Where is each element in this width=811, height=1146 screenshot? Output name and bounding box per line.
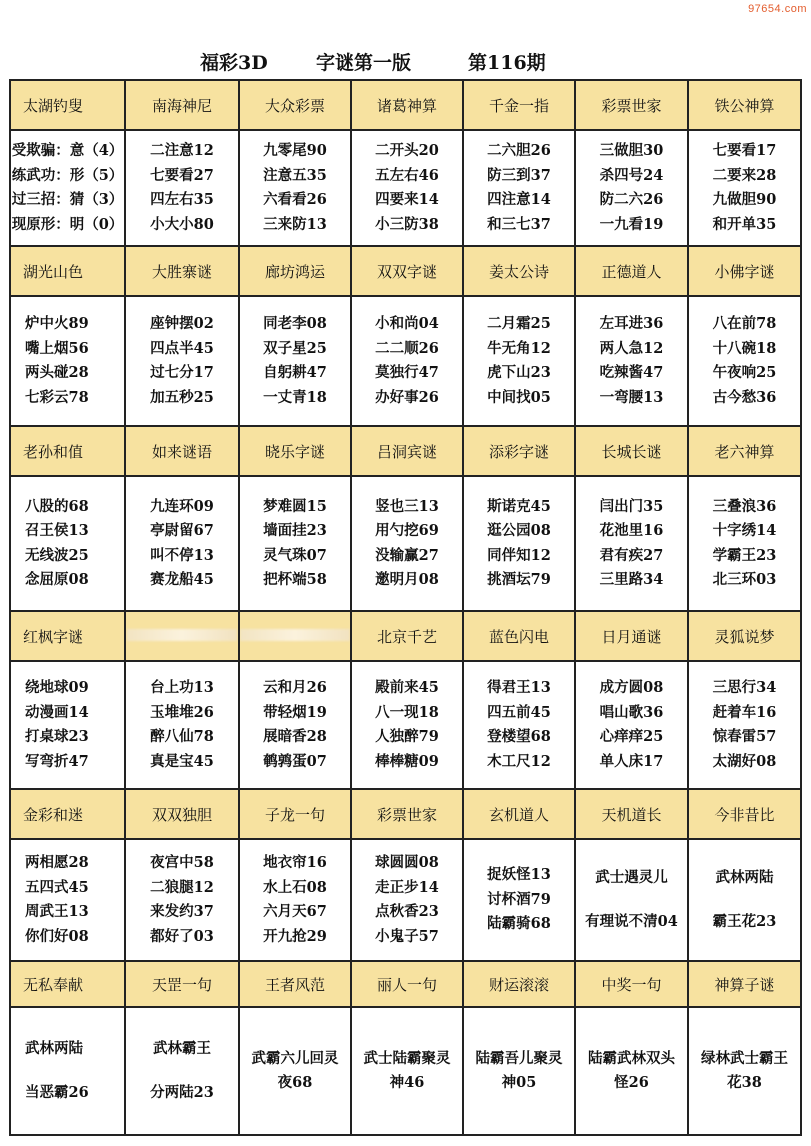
riddle-line: 绕地球09 bbox=[25, 679, 89, 696]
riddle-table bbox=[9, 79, 802, 1136]
source-name-cell: 财运滚滚 bbox=[463, 961, 575, 1007]
riddle-line: 小和尚04 bbox=[375, 315, 439, 332]
source-name-cell: 吕洞宾谜 bbox=[351, 426, 463, 476]
riddle-line: 捉妖怪13 bbox=[487, 866, 551, 884]
riddle-line: 墙面挂23 bbox=[263, 522, 327, 539]
riddle-line: 闫出门35 bbox=[599, 497, 664, 515]
riddle-cell bbox=[688, 296, 801, 426]
riddle-line: 午夜响25 bbox=[712, 364, 777, 381]
riddle-cell bbox=[10, 661, 125, 789]
riddle-line: 当恶霸26 bbox=[25, 1084, 89, 1101]
riddle-line: 得君王13 bbox=[487, 679, 551, 696]
riddle-line: 武霸六儿回灵 bbox=[251, 1049, 339, 1067]
riddle-cell bbox=[125, 476, 239, 611]
riddle-line: 神46 bbox=[389, 1074, 425, 1091]
riddle-cell bbox=[575, 296, 688, 426]
riddle-line: 神05 bbox=[501, 1074, 537, 1091]
riddle-line: 召王侯13 bbox=[25, 522, 89, 539]
header-row bbox=[10, 611, 801, 661]
source-name-cell: 老六神算 bbox=[688, 426, 801, 476]
riddle-cell bbox=[239, 476, 351, 611]
riddle-line: 叫不停13 bbox=[150, 546, 214, 564]
riddle-cell bbox=[575, 839, 688, 961]
riddle-line: 五四式45 bbox=[25, 878, 89, 896]
riddle-line: 赶着车16 bbox=[712, 703, 777, 721]
riddle-line: 带轻烟19 bbox=[263, 703, 327, 721]
riddle-line: 防二六26 bbox=[599, 191, 664, 208]
watermark: 97654.com bbox=[748, 3, 807, 15]
riddle-line: 斯诺克45 bbox=[487, 497, 551, 515]
source-name-cell: 正德道人 bbox=[575, 246, 688, 296]
riddle-cell bbox=[688, 839, 801, 961]
riddle-line: 都好了03 bbox=[150, 927, 214, 945]
riddle-line: 三叠浪36 bbox=[712, 497, 777, 515]
obscured-label bbox=[240, 629, 350, 641]
riddle-line: 醉八仙78 bbox=[150, 728, 214, 745]
riddle-cell bbox=[239, 661, 351, 789]
riddle-line: 同伴知12 bbox=[487, 546, 551, 564]
header-row bbox=[10, 246, 801, 296]
riddle-cell bbox=[463, 839, 575, 961]
riddle-line: 二二顺26 bbox=[375, 339, 439, 357]
riddle-line: 莫独行47 bbox=[375, 364, 439, 381]
riddle-cell bbox=[10, 839, 125, 961]
riddle-line: 学霸王23 bbox=[712, 546, 777, 564]
source-name-cell: 廊坊鸿运 bbox=[239, 246, 351, 296]
riddle-line: 七彩云78 bbox=[25, 388, 89, 406]
riddle-line: 中间找05 bbox=[487, 388, 551, 406]
riddle-line: 球圆圆08 bbox=[375, 854, 439, 871]
riddle-line: 八一现18 bbox=[375, 703, 439, 721]
riddle-line: 五左右46 bbox=[375, 166, 439, 184]
obscured-label bbox=[127, 629, 237, 641]
riddle-cell bbox=[463, 296, 575, 426]
riddle-line: 梦难圆15 bbox=[263, 497, 327, 515]
source-name-cell: 长城长谜 bbox=[575, 426, 688, 476]
riddle-line: 左耳进36 bbox=[599, 315, 664, 332]
riddle-line: 九连环09 bbox=[150, 497, 214, 515]
riddle-line: 殿前来45 bbox=[375, 679, 439, 696]
riddle-line: 两相愿28 bbox=[25, 854, 89, 871]
riddle-line: 唱山歌36 bbox=[599, 703, 664, 721]
source-name-cell: 姜太公诗 bbox=[463, 246, 575, 296]
riddle-line: 六月天67 bbox=[263, 903, 327, 920]
riddle-line: 小三防38 bbox=[375, 215, 439, 233]
source-name-cell: 王者风范 bbox=[239, 961, 351, 1007]
riddle-line: 君有疾27 bbox=[599, 546, 664, 564]
source-name-cell: 神算子谜 bbox=[688, 961, 801, 1007]
source-name-cell: 如来谜语 bbox=[125, 426, 239, 476]
riddle-cell bbox=[351, 476, 463, 611]
source-name-cell: 蓝色闪电 bbox=[463, 611, 575, 661]
riddle-cell bbox=[125, 130, 239, 246]
riddle-row bbox=[10, 476, 801, 611]
riddle-line: 同老李08 bbox=[263, 315, 327, 332]
riddle-row bbox=[10, 296, 801, 426]
riddle-line: 成方圆08 bbox=[599, 679, 664, 696]
source-name-cell: 太湖钓叟 bbox=[10, 80, 125, 130]
source-name-cell: 湖光山色 bbox=[10, 246, 125, 296]
riddle-cell bbox=[239, 130, 351, 246]
riddle-line: 双子星25 bbox=[263, 339, 327, 357]
riddle-line: 人独醉79 bbox=[375, 728, 439, 745]
riddle-cell bbox=[351, 661, 463, 789]
riddle-line: 有理说不清04 bbox=[585, 913, 678, 930]
riddle-line: 夜宫中58 bbox=[150, 854, 214, 871]
riddle-line: 单人床17 bbox=[599, 752, 664, 770]
riddle-line: 没输赢27 bbox=[375, 546, 439, 564]
riddle-line: 九零尾90 bbox=[263, 142, 327, 159]
source-name-cell: 铁公神算 bbox=[688, 80, 801, 130]
legend-line: 受欺骗：意（4） bbox=[11, 142, 124, 159]
riddle-line: 挑酒坛79 bbox=[487, 571, 551, 588]
title-subtitle: 字谜第一版 bbox=[316, 52, 412, 74]
source-name-cell: 天罡一句 bbox=[125, 961, 239, 1007]
riddle-line: 邀明月08 bbox=[375, 571, 439, 588]
riddle-line: 二狼腿12 bbox=[150, 878, 214, 896]
riddle-line: 三思行34 bbox=[712, 679, 777, 696]
riddle-line: 武林霸王 bbox=[153, 1039, 211, 1057]
riddle-line: 动漫画14 bbox=[25, 703, 89, 721]
title-brand: 福彩3D bbox=[200, 52, 268, 74]
header-row bbox=[10, 961, 801, 1007]
riddle-cell bbox=[351, 839, 463, 961]
riddle-line: 二注意12 bbox=[150, 142, 214, 159]
source-name-cell: 今非昔比 bbox=[688, 789, 801, 839]
riddle-row bbox=[10, 1007, 801, 1135]
riddle-cell bbox=[239, 839, 351, 961]
riddle-cell bbox=[10, 476, 125, 611]
riddle-line: 虎下山23 bbox=[487, 364, 551, 381]
riddle-line: 炉中火89 bbox=[25, 315, 89, 332]
riddle-line: 真是宝45 bbox=[150, 752, 214, 770]
riddle-line: 两人急12 bbox=[599, 339, 664, 357]
riddle-line: 点秋香23 bbox=[375, 903, 439, 920]
riddle-line: 夜68 bbox=[277, 1074, 313, 1091]
riddle-row bbox=[10, 130, 801, 246]
riddle-line: 赛龙船45 bbox=[150, 571, 214, 588]
riddle-line: 两头碰28 bbox=[25, 364, 89, 381]
riddle-line: 用勺挖69 bbox=[375, 522, 439, 539]
riddle-line: 一弯腰13 bbox=[599, 388, 664, 406]
riddle-line: 三里路34 bbox=[599, 571, 664, 588]
riddle-cell bbox=[688, 130, 801, 246]
riddle-line: 四五前45 bbox=[487, 703, 551, 721]
source-name-cell: 彩票世家 bbox=[575, 80, 688, 130]
riddle-line: 二要来28 bbox=[712, 166, 777, 184]
riddle-cell bbox=[10, 1007, 125, 1135]
riddle-line: 二六胆26 bbox=[487, 142, 551, 159]
riddle-line: 竖也三13 bbox=[375, 497, 439, 515]
source-name-cell: 彩票世家 bbox=[351, 789, 463, 839]
source-name-cell: 晓乐字谜 bbox=[239, 426, 351, 476]
riddle-line: 自躬耕47 bbox=[263, 364, 327, 381]
riddle-line: 北三环03 bbox=[712, 571, 777, 588]
riddle-line: 和开单35 bbox=[712, 215, 777, 233]
riddle-line: 六看看26 bbox=[263, 191, 327, 208]
riddle-line: 霸王花23 bbox=[712, 913, 777, 930]
source-name-cell: 中奖一句 bbox=[575, 961, 688, 1007]
riddle-line: 写弯折47 bbox=[25, 752, 89, 770]
riddle-line: 台上功13 bbox=[150, 679, 214, 696]
riddle-line: 绿林武士霸王 bbox=[701, 1049, 788, 1067]
source-name-cell: 红枫字谜 bbox=[10, 611, 125, 661]
riddle-line: 三来防13 bbox=[263, 215, 327, 233]
riddle-line: 和三七37 bbox=[487, 215, 551, 233]
riddle-line: 灵气珠07 bbox=[263, 546, 327, 564]
source-name-cell: 南海神尼 bbox=[125, 80, 239, 130]
riddle-line: 讨杯酒79 bbox=[487, 890, 551, 908]
riddle-cell bbox=[10, 296, 125, 426]
riddle-line: 杀四号24 bbox=[599, 166, 664, 184]
source-name-cell: 小佛字谜 bbox=[688, 246, 801, 296]
riddle-cell bbox=[125, 296, 239, 426]
riddle-cell bbox=[688, 476, 801, 611]
riddle-line: 十八碗18 bbox=[712, 339, 777, 357]
source-name-cell: 添彩字谜 bbox=[463, 426, 575, 476]
riddle-line: 陆霸吾儿聚灵 bbox=[475, 1049, 563, 1067]
header-row bbox=[10, 80, 801, 130]
riddle-line: 九做胆90 bbox=[712, 191, 777, 208]
riddle-line: 二月霜25 bbox=[487, 315, 551, 332]
riddle-line: 武林两陆 bbox=[715, 868, 774, 886]
riddle-cell bbox=[351, 296, 463, 426]
riddle-line: 四要来14 bbox=[375, 191, 439, 208]
source-name-cell: 玄机道人 bbox=[463, 789, 575, 839]
riddle-line: 来发约37 bbox=[150, 903, 214, 920]
header-row bbox=[10, 426, 801, 476]
riddle-cell bbox=[239, 1007, 351, 1135]
source-name-cell: 丽人一句 bbox=[351, 961, 463, 1007]
riddle-line: 防三到37 bbox=[487, 166, 551, 184]
riddle-line: 四点半45 bbox=[150, 339, 214, 357]
riddle-line: 鹌鹑蛋07 bbox=[263, 752, 327, 770]
riddle-cell bbox=[688, 661, 801, 789]
riddle-cell bbox=[239, 296, 351, 426]
riddle-cell bbox=[125, 839, 239, 961]
riddle-line: 一九看19 bbox=[599, 215, 664, 233]
riddle-line: 嘴上烟56 bbox=[25, 339, 89, 357]
source-name-cell: 双双字谜 bbox=[351, 246, 463, 296]
riddle-line: 吃辣酱47 bbox=[599, 364, 664, 381]
source-name-cell: 日月通谜 bbox=[575, 611, 688, 661]
legend-cell bbox=[10, 130, 125, 246]
riddle-line: 逛公园08 bbox=[487, 522, 551, 539]
riddle-line: 座钟摆02 bbox=[150, 315, 214, 332]
source-name-cell: 天机道长 bbox=[575, 789, 688, 839]
riddle-line: 加五秒25 bbox=[150, 388, 214, 406]
riddle-line: 办好事26 bbox=[375, 388, 439, 406]
riddle-line: 开九抢29 bbox=[263, 927, 327, 945]
header-row bbox=[10, 789, 801, 839]
riddle-line: 注意五35 bbox=[263, 166, 327, 184]
riddle-line: 花38 bbox=[727, 1074, 762, 1091]
riddle-line: 棒棒糖09 bbox=[375, 752, 439, 770]
riddle-cell bbox=[351, 130, 463, 246]
riddle-line: 地衣帘16 bbox=[263, 854, 327, 871]
riddle-cell bbox=[575, 1007, 688, 1135]
page-title bbox=[0, 42, 811, 76]
source-name-cell: 千金一指 bbox=[463, 80, 575, 130]
source-name-cell bbox=[125, 611, 239, 661]
riddle-line: 太湖好08 bbox=[712, 752, 777, 770]
riddle-line: 三做胆30 bbox=[599, 142, 664, 159]
riddle-line: 花池里16 bbox=[599, 522, 664, 539]
riddle-cell bbox=[575, 661, 688, 789]
riddle-line: 古今愁36 bbox=[712, 388, 777, 406]
legend-line: 过三招：猜（3） bbox=[11, 191, 124, 208]
riddle-line: 七要看17 bbox=[712, 142, 777, 159]
riddle-cell bbox=[351, 1007, 463, 1135]
riddle-cell bbox=[125, 1007, 239, 1135]
riddle-line: 武士遇灵儿 bbox=[595, 868, 668, 886]
riddle-line: 念屈原08 bbox=[25, 571, 89, 588]
source-name-cell: 无私奉献 bbox=[10, 961, 125, 1007]
riddle-line: 牛无角12 bbox=[487, 339, 551, 357]
source-name-cell: 双双独胆 bbox=[125, 789, 239, 839]
riddle-line: 四左右35 bbox=[150, 191, 214, 208]
riddle-line: 四注意14 bbox=[487, 191, 551, 208]
riddle-line: 十字绣14 bbox=[712, 522, 777, 539]
riddle-row bbox=[10, 839, 801, 961]
riddle-line: 怪26 bbox=[614, 1074, 649, 1091]
riddle-line: 陆霸武林双头 bbox=[588, 1049, 675, 1067]
riddle-line: 武士陆霸聚灵 bbox=[363, 1049, 451, 1067]
riddle-line: 登楼望68 bbox=[487, 728, 551, 745]
riddle-line: 武林两陆 bbox=[25, 1039, 83, 1057]
riddle-line: 过七分17 bbox=[150, 364, 214, 381]
riddle-line: 玉堆堆26 bbox=[150, 703, 214, 721]
riddle-cell bbox=[575, 476, 688, 611]
riddle-line: 把杯端58 bbox=[263, 571, 327, 588]
riddle-line: 小大小80 bbox=[150, 215, 214, 233]
legend-line: 现原形：明（0） bbox=[11, 215, 124, 233]
riddle-line: 你们好08 bbox=[25, 927, 89, 945]
riddle-line: 陆霸骑68 bbox=[487, 915, 551, 933]
legend-line: 练武功：形（5） bbox=[11, 166, 124, 184]
source-name-cell: 子龙一句 bbox=[239, 789, 351, 839]
source-name-cell: 北京千艺 bbox=[351, 611, 463, 661]
riddle-cell bbox=[463, 130, 575, 246]
riddle-cell bbox=[463, 661, 575, 789]
title-issue: 第116期 bbox=[468, 52, 546, 74]
riddle-line: 打桌球23 bbox=[25, 728, 89, 745]
riddle-line: 二开头20 bbox=[375, 142, 439, 159]
riddle-line: 无线波25 bbox=[25, 546, 89, 564]
riddle-cell bbox=[463, 476, 575, 611]
riddle-line: 亭尉留67 bbox=[150, 522, 214, 539]
riddle-line: 惊春雷57 bbox=[712, 728, 777, 745]
source-name-cell: 灵狐说梦 bbox=[688, 611, 801, 661]
riddle-line: 水上石08 bbox=[263, 878, 327, 896]
riddle-line: 心痒痒25 bbox=[599, 728, 664, 745]
riddle-row bbox=[10, 661, 801, 789]
source-name-cell: 诸葛神算 bbox=[351, 80, 463, 130]
riddle-line: 八在前78 bbox=[712, 315, 777, 332]
source-name-cell: 老孙和值 bbox=[10, 426, 125, 476]
source-name-cell: 大众彩票 bbox=[239, 80, 351, 130]
riddle-line: 八股的68 bbox=[25, 497, 89, 515]
source-name-cell: 大胜寨谜 bbox=[125, 246, 239, 296]
riddle-line: 云和月26 bbox=[263, 679, 327, 696]
riddle-cell bbox=[688, 1007, 801, 1135]
riddle-line: 走正步14 bbox=[375, 878, 439, 896]
riddle-line: 分两陆23 bbox=[150, 1084, 214, 1101]
riddle-cell bbox=[463, 1007, 575, 1135]
riddle-line: 小鬼子57 bbox=[375, 927, 439, 945]
riddle-line: 木工尺12 bbox=[487, 752, 551, 770]
riddle-line: 展暗香28 bbox=[263, 728, 327, 745]
riddle-line: 周武王13 bbox=[25, 903, 89, 920]
riddle-cell bbox=[125, 661, 239, 789]
source-name-cell bbox=[239, 611, 351, 661]
riddle-line: 一丈青18 bbox=[263, 388, 327, 406]
riddle-cell bbox=[575, 130, 688, 246]
riddle-line: 七要看27 bbox=[150, 166, 214, 184]
source-name-cell: 金彩和迷 bbox=[10, 789, 125, 839]
